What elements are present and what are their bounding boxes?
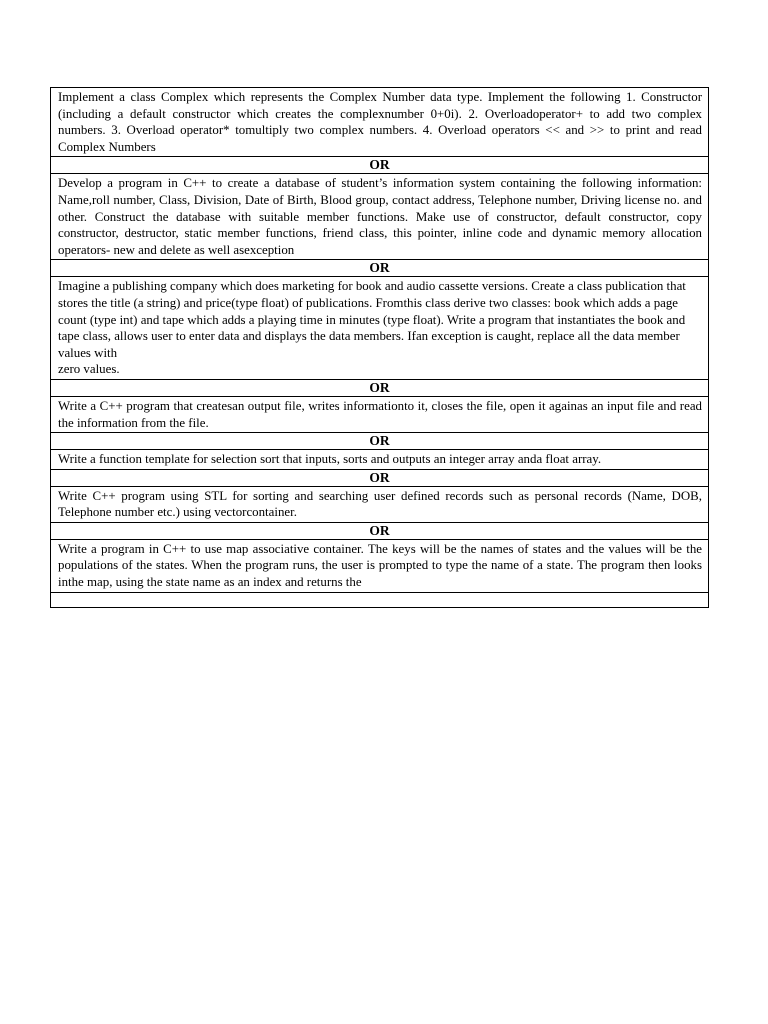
assignment-table bbox=[50, 87, 709, 608]
question-3-text-end: zero values. bbox=[58, 362, 120, 377]
table-row bbox=[51, 433, 709, 450]
table-row bbox=[51, 450, 709, 470]
or-separator: OR bbox=[51, 522, 709, 539]
or-separator: OR bbox=[51, 469, 709, 486]
table-row bbox=[51, 592, 709, 607]
table-row bbox=[51, 88, 709, 157]
table-row bbox=[51, 260, 709, 277]
or-separator: OR bbox=[51, 433, 709, 450]
table-row bbox=[51, 469, 709, 486]
empty-cell bbox=[51, 592, 709, 607]
table-row bbox=[51, 379, 709, 396]
table-row bbox=[51, 157, 709, 174]
question-4: Write a C++ program that createsan output file, writes informationto it, closes the file, open it againas an input file and read the information from the file. bbox=[51, 396, 709, 432]
or-separator: OR bbox=[51, 157, 709, 174]
question-3-text: Imagine a publishing company which does marketing for book and audio cassette versions. Create a class publication that stores the title (a string) and price(type float) of publications. Fromthis class derive two classes: book which adds a page count (type int) and tape which adds a playing time in minutes (type float). Write a program that instantiates the book and tape class, allows user to enter data and displays the data members. Ifan exception is caught, replace all the data member values with bbox=[58, 279, 686, 360]
question-2: Develop a program in C++ to create a database of student’s information system containing the following information: Name,roll number, Class, Division, Date of Birth, Blood group, contact address, Telephone number, Driving license no. and other. Construct the database with suitable member functions. Make use of constructor, default constructor, copy constructor, destructor, static member functions, friend class, this pointer, inline code and dynamic memory allocation operators- new and delete as well asexception bbox=[51, 174, 709, 260]
table-row bbox=[51, 277, 709, 380]
or-separator: OR bbox=[51, 260, 709, 277]
question-3 bbox=[51, 277, 709, 380]
question-6: Write C++ program using STL for sorting and searching user defined records such as personal records (Name, DOB, Telephone number etc.) using vectorcontainer. bbox=[51, 486, 709, 522]
question-1: Implement a class Complex which represents the Complex Number data type. Implement the following 1. Constructor (including a default constructor which creates the complexnumber 0+0i). 2. Overloadoperator+ to add two complex numbers. 3. Overload operator* tomultiply two complex numbers. 4. Overload operators << and >> to print and read Complex Numbers bbox=[51, 88, 709, 157]
table-row bbox=[51, 174, 709, 260]
table-row bbox=[51, 522, 709, 539]
question-5: Write a function template for selection sort that inputs, sorts and outputs an integer array anda float array. bbox=[51, 450, 709, 470]
table-row bbox=[51, 396, 709, 432]
table-row bbox=[51, 486, 709, 522]
table-row bbox=[51, 539, 709, 592]
or-separator: OR bbox=[51, 379, 709, 396]
question-7: Write a program in C++ to use map associative container. The keys will be the names of states and the values will be the populations of the states. When the program runs, the user is prompted to type the name of a state. The program then looks inthe map, using the state name as an index and returns the bbox=[51, 539, 709, 592]
